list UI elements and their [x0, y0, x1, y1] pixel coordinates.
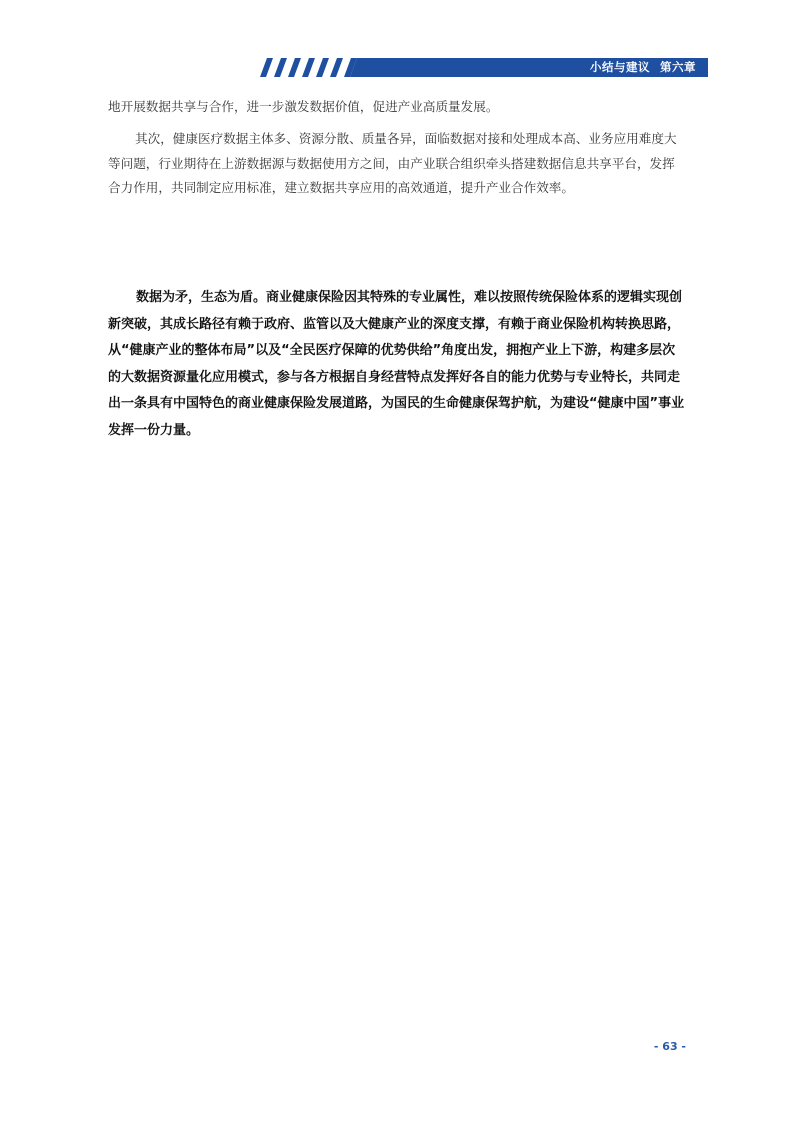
body-paragraph-2: 其次，健康医疗数据主体多、资源分散、质量各异，面临数据对接和处理成本高、业务应用难度大等问题，行业期待在上游数据源与数据使用方之间，由产业联合组织牵头搭建数据信息共享平台，发挥合力作用，共同制定应用标准，建立数据共享应用的高效通道，提升产业合作效率。 — [108, 131, 677, 195]
page-number: - 63 - — [653, 1040, 686, 1053]
chapter-header-band — [254, 58, 708, 77]
section-title: 小结与建议 — [590, 60, 650, 74]
header-title — [590, 58, 696, 77]
body-paragraph-1: 地开展数据共享与合作，进一步激发数据价值，促进产业高质量发展。 — [108, 99, 499, 114]
chapter-label: 第六章 — [660, 60, 696, 74]
body-paragraph-3-bold: 数据为矛，生态为盾。商业健康保险因其特殊的专业属性，难以按照传统保险体系的逻辑实现创新突破，其成长路径有赖于政府、监管以及大健康产业的深度支撑，有赖于商业保险机构转换思路，从“健康产业的整体布局”以及“全民医疗保障的优势供给”角度出发，拥抱产业上下游，构建多层次的大数据资源量化应用模式，参与各方根据自身经营特点发挥好各自的能力优势与专业特长，共同走出一条具有中国特色的商业健康保险发展道路，为国民的生命健康保驾护航，为建设“健康中国”事业发挥一份力量。 — [108, 290, 685, 438]
